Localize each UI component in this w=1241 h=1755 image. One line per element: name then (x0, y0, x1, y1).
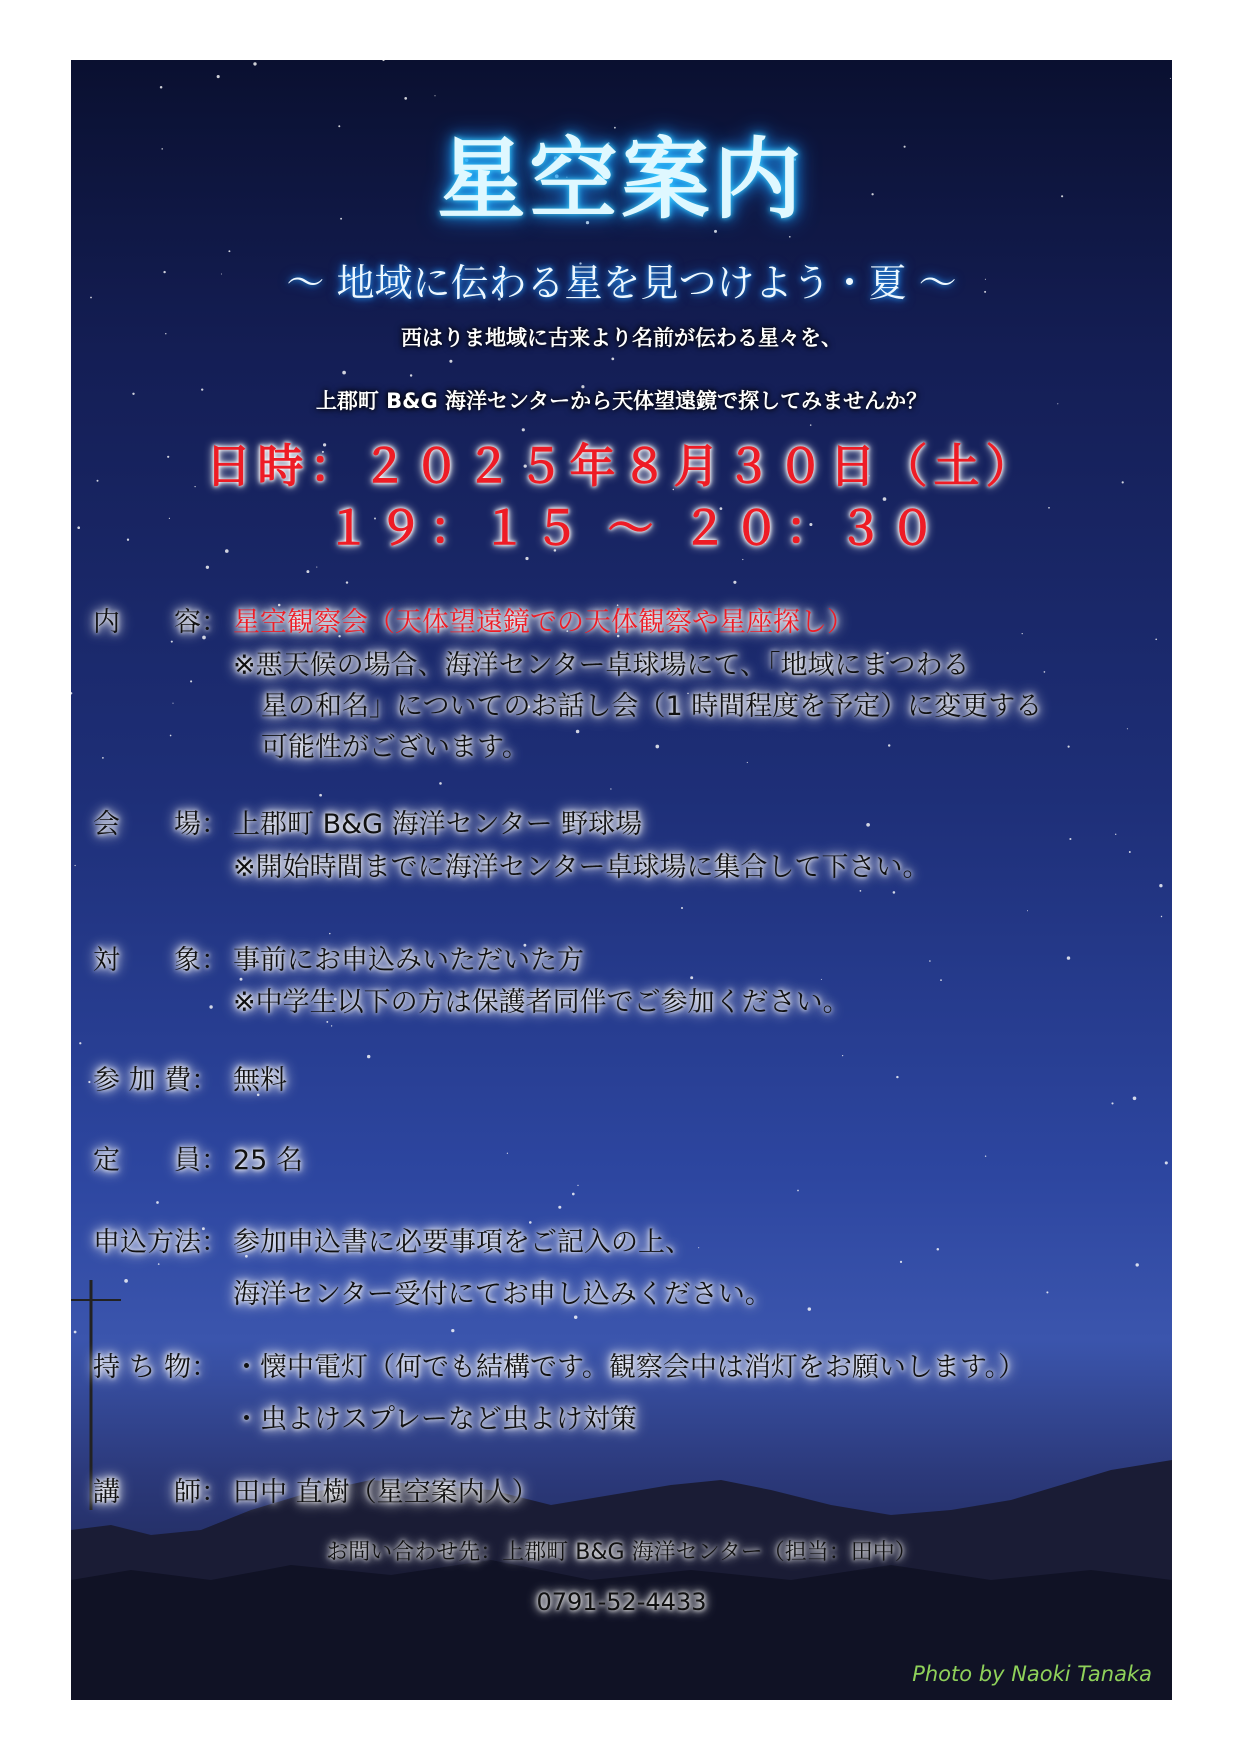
detail-label: 持 ち 物： (93, 1352, 219, 1383)
star (1069, 838, 1071, 840)
detail-label: 参 加 費： (93, 1065, 219, 1096)
star (160, 86, 163, 89)
subtitle: ～ 地域に伝わる星を見つけよう・夏 ～ (286, 261, 957, 305)
star (79, 1042, 81, 1044)
photo-credit: Photo by Naoki Tanaka (912, 1662, 1152, 1686)
star (1129, 851, 1131, 853)
star (888, 744, 890, 746)
event-date: 日時：２０２５年８月３０日（土） (205, 439, 1038, 493)
star (382, 60, 384, 61)
star (331, 1025, 332, 1026)
detail-venue (93, 802, 642, 841)
detail-label: 対 象： (93, 945, 228, 976)
star (1165, 1161, 1168, 1164)
star (434, 95, 435, 96)
star (1136, 1263, 1139, 1266)
star (74, 865, 75, 866)
star (326, 1021, 328, 1023)
star (190, 680, 192, 682)
detail-value: 参加申込書に必要事項をご記入の上、 (233, 1227, 692, 1258)
star (1022, 633, 1023, 634)
detail-label: 内 容： (93, 607, 228, 638)
star (209, 1005, 212, 1008)
star (985, 1156, 986, 1157)
star (611, 358, 614, 361)
detail-note: ※開始時間までに海洋センター卓球場に集合して下さい。 (233, 852, 930, 883)
star (102, 757, 104, 759)
star (172, 703, 173, 704)
star (1068, 746, 1070, 748)
star (572, 1193, 575, 1196)
detail-value: 上郡町 B&G 海洋センター 野球場 (233, 809, 643, 840)
star (507, 1153, 508, 1154)
star (929, 960, 931, 962)
detail-content (93, 600, 854, 639)
detail-items (93, 1345, 1025, 1384)
star (306, 570, 309, 573)
star (319, 794, 322, 797)
detail-note: 可能性がございます。 (261, 732, 529, 763)
star (937, 1248, 940, 1251)
star (742, 559, 743, 560)
contact-phone: 0791-52-4433 (536, 1588, 707, 1616)
detail-value: 25 名 (233, 1145, 303, 1176)
star (789, 236, 791, 238)
detail-note: ※悪天候の場合、海洋センター卓球場にて、「地域にまつわる (233, 650, 970, 681)
detail-value-2: 海洋センター受付にてお申し込みください。 (233, 1279, 772, 1310)
star (810, 424, 811, 425)
detail-value-2: ・虫よけスプレーなど虫よけ対策 (233, 1404, 637, 1435)
star (866, 823, 870, 827)
star (170, 735, 172, 737)
star (690, 976, 693, 979)
detail-apply (93, 1220, 692, 1259)
star (171, 641, 173, 643)
star (1161, 916, 1162, 917)
star (842, 1055, 843, 1056)
star (1155, 638, 1157, 640)
detail-label: 会 場： (93, 809, 228, 840)
star (610, 788, 611, 789)
star (88, 1081, 90, 1083)
star (1067, 956, 1070, 959)
star (253, 62, 256, 65)
star (156, 1201, 159, 1204)
star (329, 933, 330, 934)
contact-info: お問い合わせ先：上郡町 B&G 海洋センター（担当：田中） (326, 1540, 917, 1565)
star (896, 1076, 898, 1078)
star (449, 360, 452, 363)
detail-value: 事前にお申込みいただいた方 (233, 945, 584, 976)
star (698, 1247, 699, 1248)
detail-label: 定 員： (93, 1145, 228, 1176)
star (316, 567, 317, 568)
detail-value: 無料 (233, 1065, 287, 1096)
detail-value: ・懐中電灯（何でも結構です。観察会中は消灯をお願いします。） (233, 1352, 1026, 1383)
star (1159, 884, 1162, 887)
detail-value: 星空観察会（天体望遠鏡での天体観察や星座探し） (233, 607, 854, 638)
detail-note: ※中学生以下の方は保護者同伴でご参加ください。 (233, 987, 850, 1018)
star (1127, 728, 1128, 729)
page-title: 星空案内 (437, 128, 806, 231)
star (1027, 910, 1028, 911)
star (940, 979, 942, 981)
intro-line-1: 西はりま地域に古来より名前が伝わる星々を、 (401, 326, 842, 350)
star (342, 371, 346, 375)
star (558, 1206, 561, 1209)
star (346, 581, 348, 583)
event-time: １９：１５ ～ ２０：３０ (325, 501, 942, 555)
detail-lecturer (93, 1470, 539, 1509)
detail-fee (93, 1058, 287, 1097)
star (1044, 671, 1046, 673)
star (1111, 1102, 1113, 1104)
star (797, 1190, 799, 1192)
star (439, 782, 442, 785)
star (681, 907, 683, 909)
star (71, 692, 72, 694)
star (1133, 1097, 1137, 1101)
star (655, 745, 659, 749)
detail-capacity (93, 1138, 303, 1177)
detail-value: 田中 直樹（星空案内人） (233, 1477, 539, 1508)
detail-label: 講 師： (93, 1477, 228, 1508)
star (576, 730, 580, 734)
star (747, 762, 748, 763)
star (404, 97, 407, 100)
star (893, 891, 896, 894)
star (1170, 78, 1171, 79)
star (733, 581, 736, 584)
star (900, 1261, 902, 1263)
star (577, 1185, 578, 1186)
star (860, 890, 862, 892)
star (367, 1055, 370, 1058)
star (217, 75, 220, 78)
detail-target (93, 938, 584, 977)
star (206, 566, 209, 569)
star (410, 374, 412, 376)
star (1115, 834, 1116, 835)
intro-line-2: 上郡町 B&G 海洋センターから天体望遠鏡で探してみませんか？ (315, 389, 928, 413)
detail-note: 星の和名」についてのお話し会（1 時間程度を予定）に変更する (261, 691, 1043, 722)
detail-label: 申込方法： (93, 1227, 228, 1258)
star (158, 1263, 160, 1265)
poster-background (71, 60, 1172, 1700)
